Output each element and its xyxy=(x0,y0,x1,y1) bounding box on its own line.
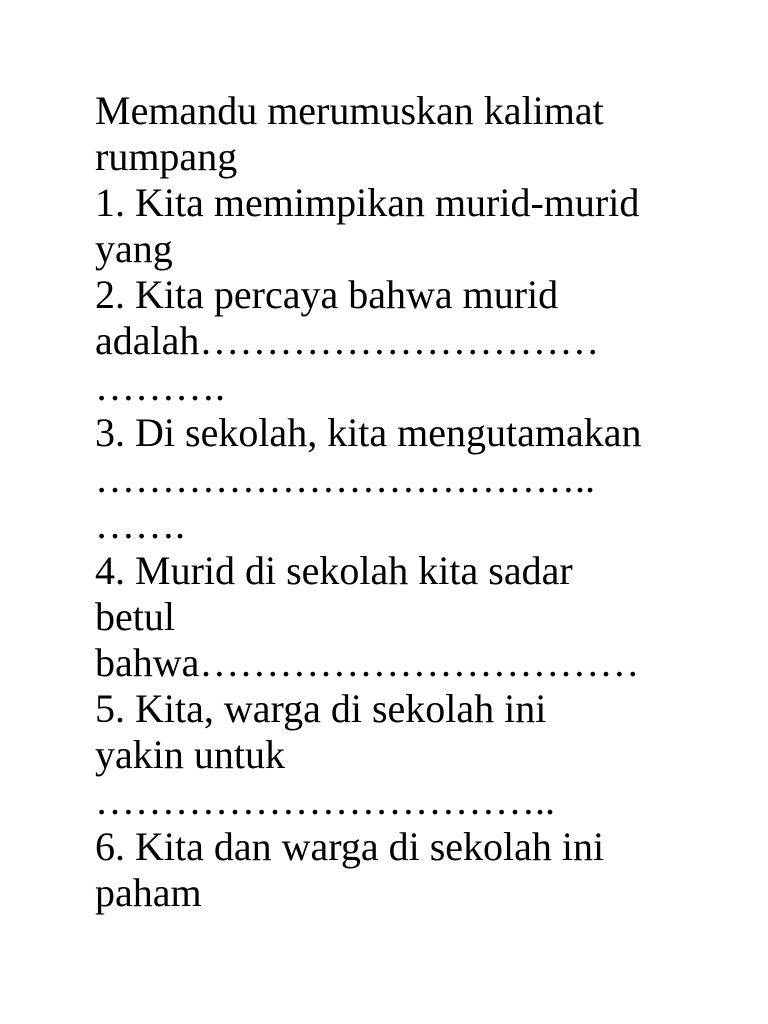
item-4-line-1: 4. Murid di sekolah kita sadar xyxy=(95,548,573,593)
item-5-line-3: …………………………….. xyxy=(95,778,555,823)
item-6-line-1: 6. Kita dan warga di sekolah ini xyxy=(95,824,605,869)
item-2-line-3: ………. xyxy=(95,364,225,409)
item-1-line-2: yang xyxy=(95,226,173,271)
item-2-line-2: adalah………………………… xyxy=(95,318,600,363)
item-6-line-2: paham xyxy=(95,870,202,915)
item-3-line-3: ……. xyxy=(95,502,185,547)
item-3-line-2: ……………………………….. xyxy=(95,456,595,501)
item-4-line-2: betul xyxy=(95,594,175,639)
item-4-line-3: bahwa…………………………… xyxy=(95,640,640,685)
item-2-line-1: 2. Kita percaya bahwa murid xyxy=(95,272,559,317)
item-5-line-1: 5. Kita, warga di sekolah ini xyxy=(95,686,547,731)
title-line-1: Memandu merumuskan kalimat xyxy=(95,88,604,133)
title-line-2: rumpang xyxy=(95,134,238,179)
item-1-line-1: 1. Kita memimpikan murid-murid xyxy=(95,180,640,225)
item-5-line-2: yakin untuk xyxy=(95,732,285,777)
item-3-line-1: 3. Di sekolah, kita mengutamakan xyxy=(95,410,642,455)
document-body xyxy=(95,88,695,916)
